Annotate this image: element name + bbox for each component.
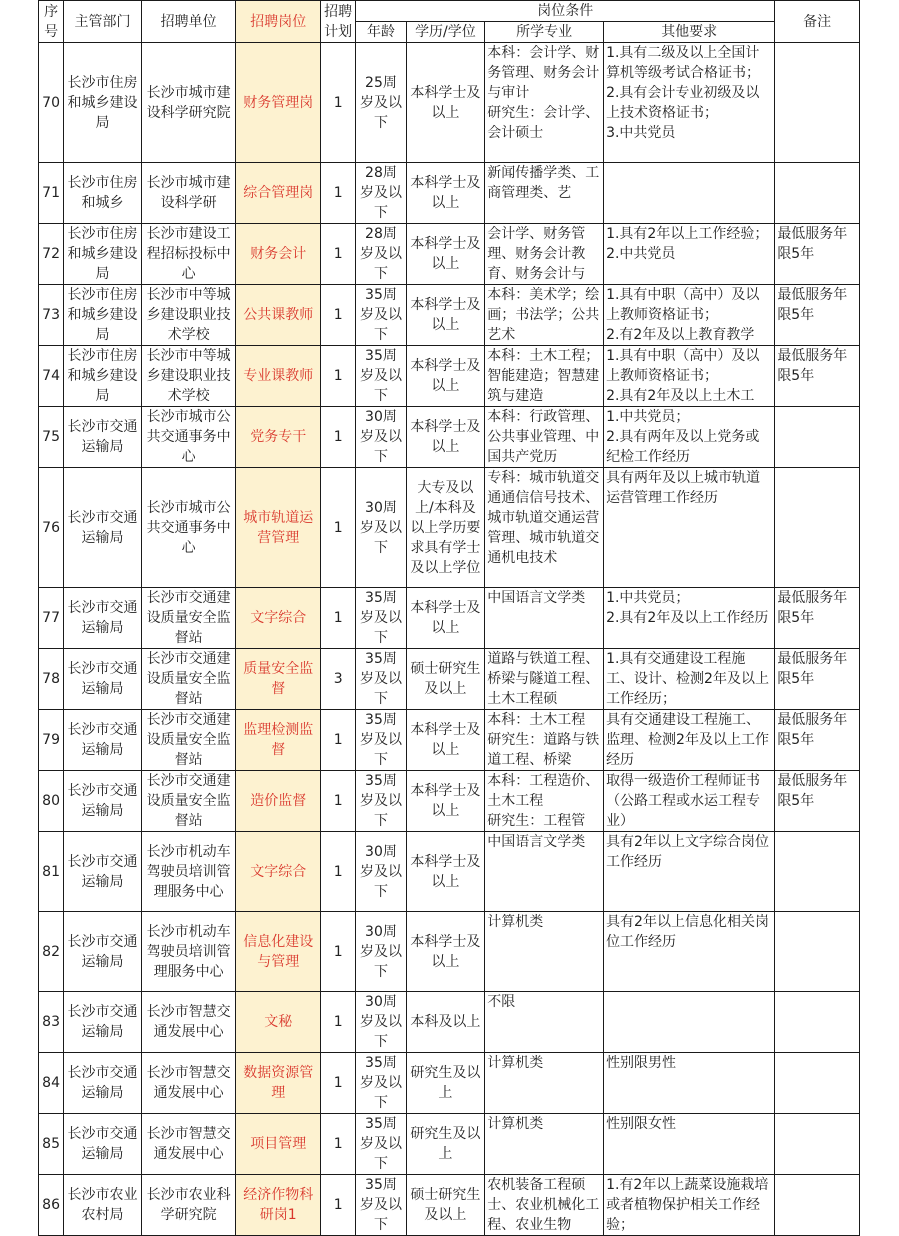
cell-seq: 72 [39, 224, 64, 285]
cell-other: 取得一级造价工程师证书（公路工程或水运工程专业） [604, 771, 775, 832]
cell-position: 文字综合 [236, 832, 321, 912]
cell-major: 中国语言文学类 [485, 832, 604, 912]
cell-unit: 长沙市城市建设科学研 [141, 163, 236, 224]
cell-education: 硕士研究生及以上 [406, 649, 485, 710]
cell-seq: 86 [39, 1175, 64, 1236]
cell-dept: 长沙市住房和城乡建设局 [64, 43, 142, 163]
cell-major: 本科：土木工程；智能建造；智慧建筑与建造 [485, 346, 604, 407]
cell-plan: 3 [321, 649, 356, 710]
cell-age: 30周岁及以下 [356, 912, 406, 992]
cell-other [604, 992, 775, 1053]
cell-plan: 1 [321, 407, 356, 468]
cell-unit: 长沙市中等城乡建设职业技术学校 [141, 285, 236, 346]
cell-seq: 73 [39, 285, 64, 346]
cell-dept: 长沙市交通运输局 [64, 992, 142, 1053]
header-education: 学历/学位 [406, 22, 485, 43]
cell-other: 1.有2年以上蔬菜设施栽培或者植物保护相关工作经验； [604, 1175, 775, 1236]
cell-major: 计算机类 [485, 912, 604, 992]
cell-unit: 长沙市交通建设质量安全监督站 [141, 588, 236, 649]
cell-other: 1.中共党员； 2.具有2年及以上工作经历 [604, 588, 775, 649]
cell-unit: 长沙市中等城乡建设职业技术学校 [141, 346, 236, 407]
cell-dept: 长沙市交通运输局 [64, 710, 142, 771]
cell-unit: 长沙市机动车驾驶员培训管理服务中心 [141, 832, 236, 912]
table-row [39, 1114, 860, 1175]
cell-education: 本科学士及以上 [406, 346, 485, 407]
cell-position: 财务会计 [236, 224, 321, 285]
cell-position: 数据资源管理 [236, 1053, 321, 1114]
recruitment-table [38, 0, 860, 1236]
cell-remark [775, 1053, 860, 1114]
cell-major: 本科：工程造价、土木工程 研究生：工程管 [485, 771, 604, 832]
header-dept: 主管部门 [64, 1, 142, 43]
cell-plan: 1 [321, 1175, 356, 1236]
cell-education: 本科学士及以上 [406, 710, 485, 771]
header-age: 年龄 [356, 22, 406, 43]
cell-position: 综合管理岗 [236, 163, 321, 224]
cell-education: 本科学士及以上 [406, 163, 485, 224]
cell-major: 不限 [485, 992, 604, 1053]
cell-education: 研究生及以上 [406, 1053, 485, 1114]
cell-position: 经济作物科研岗1 [236, 1175, 321, 1236]
cell-dept: 长沙市交通运输局 [64, 407, 142, 468]
cell-age: 28周岁及以下 [356, 224, 406, 285]
cell-position: 城市轨道运营管理 [236, 468, 321, 588]
cell-major: 本科：会计学、财务管理、财务会计与审计 研究生：会计学、会计硕士 [485, 43, 604, 163]
cell-remark [775, 43, 860, 163]
cell-dept: 长沙市交通运输局 [64, 649, 142, 710]
cell-age: 35周岁及以下 [356, 710, 406, 771]
cell-dept: 长沙市交通运输局 [64, 588, 142, 649]
cell-seq: 85 [39, 1114, 64, 1175]
cell-unit: 长沙市建设工程招标投标中心 [141, 224, 236, 285]
cell-unit: 长沙市智慧交通发展中心 [141, 992, 236, 1053]
cell-seq: 74 [39, 346, 64, 407]
cell-unit: 长沙市交通建设质量安全监督站 [141, 649, 236, 710]
cell-remark: 最低服务年限5年 [775, 346, 860, 407]
header-seq: 序号 [39, 1, 64, 43]
header-plan: 招聘计划 [321, 1, 356, 43]
cell-age: 30周岁及以下 [356, 992, 406, 1053]
cell-major: 本科：土木工程 研究生：道路与铁道工程、桥梁 [485, 710, 604, 771]
cell-seq: 77 [39, 588, 64, 649]
table-row [39, 43, 860, 163]
table-row [39, 285, 860, 346]
cell-remark [775, 992, 860, 1053]
table-row [39, 163, 860, 224]
cell-other: 具有2年以上文字综合岗位工作经历 [604, 832, 775, 912]
table-row [39, 407, 860, 468]
cell-major: 本科：美术学；绘画；书法学；公共艺术 [485, 285, 604, 346]
cell-unit: 长沙市机动车驾驶员培训管理服务中心 [141, 912, 236, 992]
cell-age: 30周岁及以下 [356, 832, 406, 912]
cell-dept: 长沙市交通运输局 [64, 912, 142, 992]
cell-position: 文字综合 [236, 588, 321, 649]
cell-major: 本科：行政管理、公共事业管理、中国共产党历 [485, 407, 604, 468]
table-row [39, 224, 860, 285]
cell-other: 性别限女性 [604, 1114, 775, 1175]
cell-major: 计算机类 [485, 1114, 604, 1175]
cell-education: 本科学士及以上 [406, 43, 485, 163]
cell-position: 专业课教师 [236, 346, 321, 407]
cell-remark [775, 407, 860, 468]
cell-remark [775, 912, 860, 992]
cell-dept: 长沙市交通运输局 [64, 1053, 142, 1114]
cell-unit: 长沙市智慧交通发展中心 [141, 1114, 236, 1175]
cell-dept: 长沙市住房和城乡建设局 [64, 346, 142, 407]
cell-remark: 最低服务年限5年 [775, 285, 860, 346]
cell-unit: 长沙市城市公共交通事务中心 [141, 407, 236, 468]
cell-age: 35周岁及以下 [356, 771, 406, 832]
cell-remark [775, 1175, 860, 1236]
cell-other: 性别限男性 [604, 1053, 775, 1114]
cell-remark: 最低服务年限5年 [775, 224, 860, 285]
header-remark: 备注 [775, 1, 860, 43]
cell-age: 35周岁及以下 [356, 649, 406, 710]
cell-plan: 1 [321, 224, 356, 285]
cell-plan: 1 [321, 163, 356, 224]
cell-other: 具有两年及以上城市轨道运营管理工作经历 [604, 468, 775, 588]
cell-major: 专科：城市轨道交通通信信号技术、城市轨道交通运营管理、城市轨道交通机电技术 [485, 468, 604, 588]
cell-age: 35周岁及以下 [356, 1114, 406, 1175]
cell-plan: 1 [321, 992, 356, 1053]
cell-unit: 长沙市交通建设质量安全监督站 [141, 771, 236, 832]
cell-remark [775, 832, 860, 912]
cell-remark [775, 468, 860, 588]
cell-remark: 最低服务年限5年 [775, 649, 860, 710]
header-position: 招聘岗位 [236, 1, 321, 43]
cell-plan: 1 [321, 588, 356, 649]
cell-other: 1.具有交通建设工程施工、设计、检测2年及以上工作经历； [604, 649, 775, 710]
cell-seq: 79 [39, 710, 64, 771]
cell-other: 1.具有中职（高中）及以上教师资格证书； 2.具有2年及以上土木工 [604, 346, 775, 407]
cell-dept: 长沙市交通运输局 [64, 468, 142, 588]
header-other: 其他要求 [604, 22, 775, 43]
cell-seq: 70 [39, 43, 64, 163]
cell-age: 28周岁及以下 [356, 163, 406, 224]
cell-seq: 80 [39, 771, 64, 832]
cell-seq: 78 [39, 649, 64, 710]
cell-major: 中国语言文学类 [485, 588, 604, 649]
table-row [39, 346, 860, 407]
cell-plan: 1 [321, 468, 356, 588]
table-row [39, 649, 860, 710]
cell-other [604, 163, 775, 224]
cell-other: 1.具有2年以上工作经验； 2.中共党员 [604, 224, 775, 285]
cell-remark: 最低服务年限5年 [775, 588, 860, 649]
cell-age: 35周岁及以下 [356, 346, 406, 407]
cell-education: 本科学士及以上 [406, 407, 485, 468]
cell-education: 本科学士及以上 [406, 912, 485, 992]
cell-other: 1.具有中职（高中）及以上教师资格证书； 2.有2年及以上教育教学 [604, 285, 775, 346]
cell-major: 农机装备工程硕士、农业机械化工程、农业生物 [485, 1175, 604, 1236]
cell-unit: 长沙市交通建设质量安全监督站 [141, 710, 236, 771]
cell-position: 项目管理 [236, 1114, 321, 1175]
cell-education: 本科学士及以上 [406, 832, 485, 912]
cell-education: 本科学士及以上 [406, 285, 485, 346]
cell-remark [775, 1114, 860, 1175]
cell-seq: 83 [39, 992, 64, 1053]
cell-seq: 71 [39, 163, 64, 224]
table-row [39, 912, 860, 992]
cell-position: 造价监督 [236, 771, 321, 832]
cell-seq: 75 [39, 407, 64, 468]
cell-seq: 76 [39, 468, 64, 588]
cell-other: 1.具有二级及以上全国计算机等级考试合格证书； 2.具有会计专业初级及以上技术资格证书； 3.中共党员 [604, 43, 775, 163]
header-conditions: 岗位条件 [356, 1, 775, 22]
cell-remark: 最低服务年限5年 [775, 710, 860, 771]
cell-education: 硕士研究生及以上 [406, 1175, 485, 1236]
cell-remark [775, 163, 860, 224]
cell-unit: 长沙市城市建设科学研究院 [141, 43, 236, 163]
header-major: 所学专业 [485, 22, 604, 43]
cell-other: 具有交通建设工程施工、监理、检测2年及以上工作经历 [604, 710, 775, 771]
cell-position: 党务专干 [236, 407, 321, 468]
cell-plan: 1 [321, 832, 356, 912]
cell-plan: 1 [321, 1114, 356, 1175]
cell-major: 新闻传播学类、工商管理类、艺 [485, 163, 604, 224]
cell-position: 质量安全监督 [236, 649, 321, 710]
cell-position: 信息化建设与管理 [236, 912, 321, 992]
cell-plan: 1 [321, 346, 356, 407]
cell-dept: 长沙市交通运输局 [64, 832, 142, 912]
cell-remark: 最低服务年限5年 [775, 771, 860, 832]
cell-age: 30周岁及以下 [356, 468, 406, 588]
cell-education: 本科学士及以上 [406, 771, 485, 832]
cell-education: 本科学士及以上 [406, 588, 485, 649]
table-row [39, 1053, 860, 1114]
cell-other: 1.中共党员； 2.具有两年及以上党务或纪检工作经历 [604, 407, 775, 468]
cell-education: 研究生及以上 [406, 1114, 485, 1175]
cell-unit: 长沙市农业科学研究院 [141, 1175, 236, 1236]
cell-age: 35周岁及以下 [356, 1175, 406, 1236]
cell-plan: 1 [321, 912, 356, 992]
cell-unit: 长沙市城市公共交通事务中心 [141, 468, 236, 588]
cell-unit: 长沙市智慧交通发展中心 [141, 1053, 236, 1114]
cell-plan: 1 [321, 771, 356, 832]
cell-dept: 长沙市交通运输局 [64, 1114, 142, 1175]
cell-plan: 1 [321, 285, 356, 346]
cell-education: 大专及以上/本科及以上学历要求具有学士及以上学位 [406, 468, 485, 588]
cell-age: 35周岁及以下 [356, 285, 406, 346]
cell-other: 具有2年以上信息化相关岗位工作经历 [604, 912, 775, 992]
cell-education: 本科学士及以上 [406, 224, 485, 285]
cell-seq: 84 [39, 1053, 64, 1114]
cell-plan: 1 [321, 1053, 356, 1114]
header-row-top [39, 1, 860, 22]
header-unit: 招聘单位 [141, 1, 236, 43]
cell-plan: 1 [321, 710, 356, 771]
cell-dept: 长沙市农业农村局 [64, 1175, 142, 1236]
cell-age: 25周岁及以下 [356, 43, 406, 163]
cell-age: 35周岁及以下 [356, 1053, 406, 1114]
cell-dept: 长沙市住房和城乡建设局 [64, 224, 142, 285]
table-row [39, 710, 860, 771]
cell-age: 30周岁及以下 [356, 407, 406, 468]
table-row [39, 771, 860, 832]
cell-age: 35周岁及以下 [356, 588, 406, 649]
cell-seq: 81 [39, 832, 64, 912]
cell-position: 文秘 [236, 992, 321, 1053]
table-row [39, 992, 860, 1053]
table-row [39, 832, 860, 912]
cell-dept: 长沙市住房和城乡 [64, 163, 142, 224]
table-row [39, 468, 860, 588]
table-row [39, 588, 860, 649]
cell-major: 会计学、财务管理、财务会计教育、财务会计与 [485, 224, 604, 285]
cell-major: 道路与铁道工程、桥梁与隧道工程、土木工程硕 [485, 649, 604, 710]
cell-major: 计算机类 [485, 1053, 604, 1114]
cell-position: 公共课教师 [236, 285, 321, 346]
cell-dept: 长沙市住房和城乡建设局 [64, 285, 142, 346]
cell-seq: 82 [39, 912, 64, 992]
table-body [39, 43, 860, 1236]
cell-dept: 长沙市交通运输局 [64, 771, 142, 832]
table-row [39, 1175, 860, 1236]
cell-education: 本科及以上 [406, 992, 485, 1053]
cell-position: 财务管理岗 [236, 43, 321, 163]
cell-position: 监理检测监督 [236, 710, 321, 771]
cell-plan: 1 [321, 43, 356, 163]
